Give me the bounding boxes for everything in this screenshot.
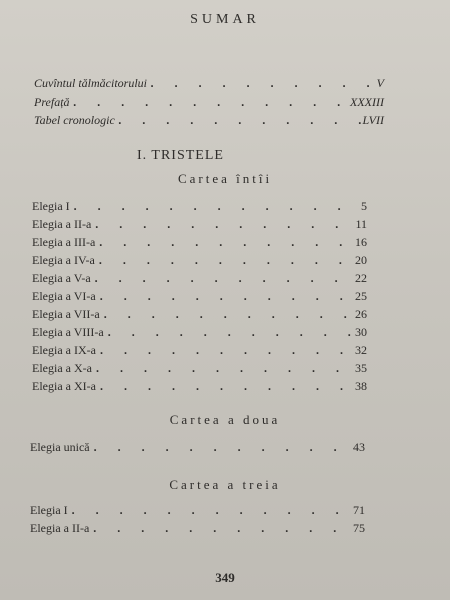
dot-leader xyxy=(96,289,355,304)
toc-entry xyxy=(32,271,367,289)
toc-entry-chronology xyxy=(34,113,384,131)
dot-leader xyxy=(96,379,355,394)
page-number: 349 xyxy=(215,570,235,585)
toc-entry-label: Elegia a XI-a xyxy=(32,379,96,393)
dot-leader xyxy=(115,113,363,128)
toc-entry-translator-note xyxy=(34,76,384,94)
toc-entry-page: 43 xyxy=(353,440,365,454)
toc-entry-page: LVII xyxy=(362,113,384,127)
toc-entry xyxy=(30,440,365,458)
toc-entry-page: 75 xyxy=(353,521,365,535)
dot-leader xyxy=(89,521,353,536)
toc-entry xyxy=(30,503,365,521)
toc-entry xyxy=(32,217,367,235)
toc-entry-label: Elegia unică xyxy=(30,440,90,454)
toc-entry xyxy=(32,343,367,361)
dot-leader xyxy=(92,361,355,376)
toc-entry-label: Elegia a VIII-a xyxy=(32,325,104,339)
toc-entry-label: Elegia I xyxy=(30,503,68,517)
dot-leader xyxy=(100,307,355,322)
toc-entry xyxy=(32,325,367,343)
dot-leader xyxy=(96,343,355,358)
dot-leader xyxy=(104,325,355,340)
dot-leader xyxy=(91,271,355,286)
toc-entry-label: Cuvîntul tălmăcitorului xyxy=(34,76,147,90)
toc-entry-preface xyxy=(34,95,384,113)
toc-entry-page: 30 xyxy=(355,325,367,339)
book-title-3: Cartea a treia xyxy=(169,477,281,492)
toc-entry-label: Elegia a V-a xyxy=(32,271,91,285)
toc-entry-page: 16 xyxy=(355,235,367,249)
toc-entry xyxy=(32,361,367,379)
toc-entry xyxy=(30,521,365,539)
dot-leader xyxy=(90,440,353,455)
book-title-2: Cartea a doua xyxy=(169,412,281,427)
toc-entry-page: XXXIII xyxy=(350,95,384,109)
toc-entry xyxy=(32,253,367,271)
toc-entry xyxy=(32,379,367,397)
dot-leader xyxy=(91,217,355,232)
toc-entry xyxy=(32,199,367,217)
toc-entry-page: 35 xyxy=(355,361,367,375)
toc-entry-label: Elegia a IX-a xyxy=(32,343,96,357)
toc-entry-page: 20 xyxy=(355,253,367,267)
toc-entry-label: Elegia a IV-a xyxy=(32,253,95,267)
toc-entry-label: Elegia I xyxy=(32,199,70,213)
toc-entry-page: 32 xyxy=(355,343,367,357)
toc-entry-page: 26 xyxy=(355,307,367,321)
toc-entry-page: 71 xyxy=(353,503,365,517)
toc-entry-label: Elegia a III-a xyxy=(32,235,96,249)
toc-entry-page: 25 xyxy=(355,289,367,303)
page-heading: SUMAR xyxy=(190,12,260,27)
dot-leader xyxy=(68,503,353,518)
toc-entry-label: Elegia a VII-a xyxy=(32,307,100,321)
toc-entry-page: 38 xyxy=(355,379,367,393)
dot-leader xyxy=(147,76,377,91)
toc-entry xyxy=(32,235,367,253)
toc-entry-page: 11 xyxy=(355,217,367,231)
toc-entry-label: Elegia a II-a xyxy=(30,521,90,535)
dot-leader xyxy=(70,199,361,214)
toc-entry-page: V xyxy=(376,76,384,90)
toc-entry-label: Elegia a X-a xyxy=(32,361,92,375)
toc-entry xyxy=(32,289,367,307)
dot-leader xyxy=(95,235,355,250)
part-title: I. TRISTELE xyxy=(137,148,224,163)
toc-entry-page: 5 xyxy=(361,199,367,213)
toc-entry-label: Elegia a II-a xyxy=(32,217,92,231)
toc-entry-page: 22 xyxy=(355,271,367,285)
toc-entry-label: Tabel cronologic xyxy=(34,113,115,127)
toc-entry xyxy=(32,307,367,325)
dot-leader xyxy=(95,253,355,268)
book-title-1: Cartea întîi xyxy=(177,171,273,186)
toc-entry-label: Prefață xyxy=(34,95,70,109)
dot-leader xyxy=(70,95,350,110)
toc-entry-label: Elegia a VI-a xyxy=(32,289,96,303)
